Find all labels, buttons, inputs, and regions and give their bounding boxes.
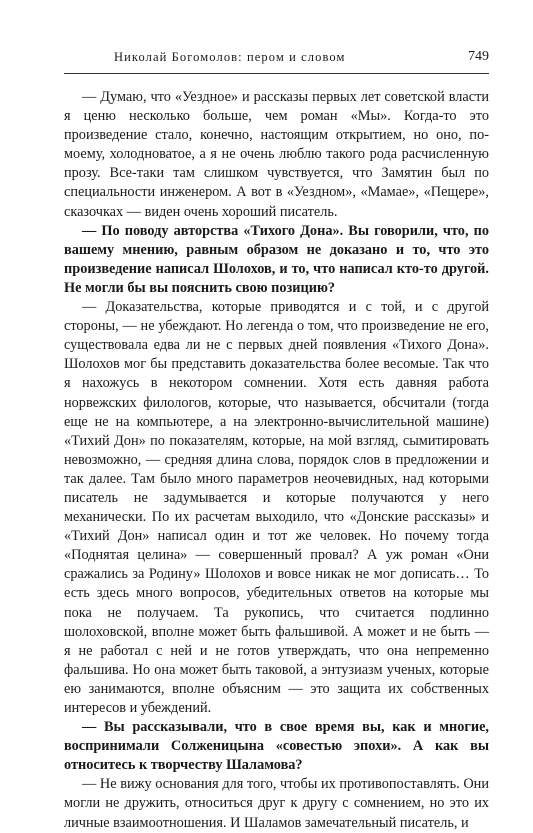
- question-paragraph: — По поводу авторства «Тихого Дона». Вы говорили, что, по вашему мнению, равным образом не доказано и то, что это произведение написал Шолохов, и то, что написал кто-то другой. Не могли бы вы пояснить свою позицию?: [64, 222, 489, 296]
- answer-paragraph: — Не вижу основания для того, чтобы их противопоставлять. Они могли не дружить, относиться друг к другу с сомнением, но это их личные взаимоотношения. И Шаламов замечательный писатель, и: [64, 776, 489, 831]
- question-paragraph: — Вы рассказывали, что в свое время вы, как и многие, воспринимали Солженицына «совестью эпохи». А как вы относитесь к творчеству Шаламова?: [64, 719, 489, 774]
- answer-paragraph: — Думаю, что «Уездное» и рассказы первых лет советской власти я ценю несколько больше, чем роман «Мы». Когда-то это произведение стало, конечно, настоящим открытием, но оно, по-моему, холодноватое, а я не очень люблю такого рода расчисленную прозу. Все-таки там слишком чувствуется, что Замятин был по специальности инженером. А вот в «Уездном», «Мамае», «Пещере», сказочках — виден очень хороший писатель.: [64, 89, 489, 220]
- running-title: Николай Богомолов: пером и словом: [114, 50, 346, 64]
- body-text: [64, 88, 489, 833]
- page-number: 749: [468, 49, 489, 64]
- header-rule: [64, 73, 489, 74]
- running-header: [64, 48, 489, 70]
- answer-paragraph: — Доказательства, которые приводятся и с той, и с другой стороны, — не убеждают. Но легенда о том, что произведение не его, существовала едва ли не с первых дней появления «Тихого Дона». Шолохов мог бы представить доказательства более весомые. Так что я нахожусь в некотором сомнении. Хотя есть давняя работа норвежских филологов, которые, что называется, обсчитали (тогда еще не на компьютере, а на электронно-вычислительной машине) «Тихий Дон» по показателям, которые, на мой взгляд, сымитировать невозможно, — средняя длина слова, порядок слов в предложении и так далее. Там было много параметров неочевидных, над которыми писатель не задумывается и которые получаются у него механически. По их расчетам выходило, что «Донские рассказы» и «Тихий Дон» написал один и тот же человек. Но почему тогда «Поднятая целина» — совершенный провал? А уж роман «Они сражались за Родину» Шолохов и вовсе никак не мог дописать… То есть здесь много вопросов, убедительных ответов на которые мы пока не получаем. Та рукопись, что считается подлинно шолоховской, вполне может быть фальшивой. А может и не быть — я не работал с ней и не готов утверждать, что она непременно фальшива. Но она может быть таковой, а энтузиазм ученых, которые ею занимаются, вполне объясним — это защита их собственных интересов и убеждений.: [64, 299, 489, 716]
